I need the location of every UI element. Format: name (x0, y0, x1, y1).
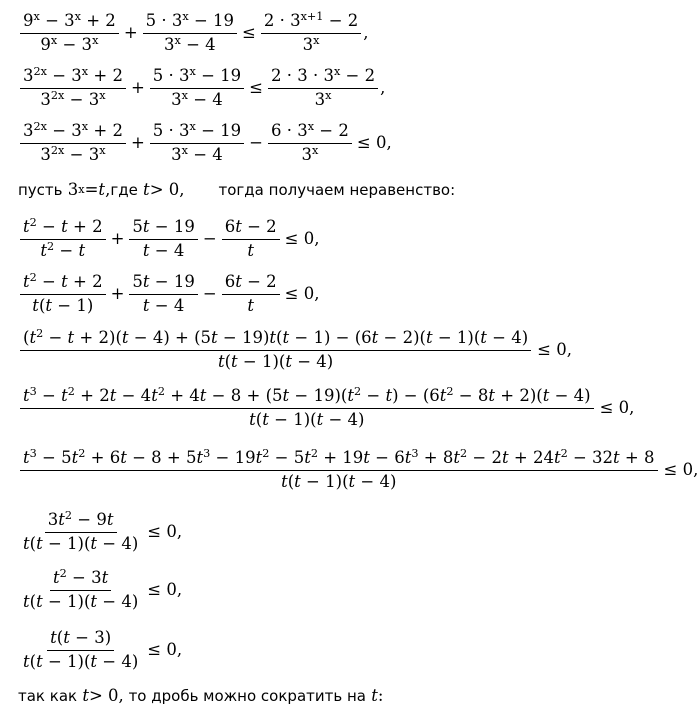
fraction (143, 9, 237, 54)
numerator: $3^{2x} - 3^x + 2$ (20, 123, 126, 144)
fraction (150, 64, 244, 109)
numerator: $5 \cdot 3^x - 19$ (150, 68, 244, 89)
numerator: $t^3 - t^2 + 2t - 4t^2 + 4t - 8 + (5t - 19)(t^2 - t) - (6t^2 - 8t + 2)(t - 4)$ (20, 388, 594, 409)
fraction (20, 119, 126, 164)
numerator: $5 \cdot 3^x - 19$ (150, 123, 244, 144)
inequality-original: $\frac{9^x - 3^x + 2}{9^x - 3^x}$ + $\frac{5 \cdot 3^x - 19}{3^x - 4}$ ≤ $\frac{2 \cdot 3^{x+1} - 2}{3^x}$ , (18, 13, 369, 53)
denominator: t(t − 1)(t − 4) (23, 651, 139, 671)
fraction (268, 119, 352, 164)
numerator: $6 \cdot 3^x - 2$ (268, 123, 352, 144)
inequality-t-5: $t^3 - 5t^2 + 6t - 8 + 5t^3 - 19t^2 - 5t^2 + 19t - 6t^3 + 8t^2 - 2t + 24t^2 - 32t + 8$ t(t − 1)(t − 4) ≤ 0, (18, 450, 698, 490)
denominator: $3^x - 4$ (164, 33, 216, 54)
numerator: $(t^2 - t + 2)(t - 4) + (5t - 19)t(t - 1) - (6t - 2)(t - 1)(t - 4)$ (20, 330, 531, 351)
denominator: t (247, 295, 254, 315)
numerator: $2 \cdot 3 \cdot 3^x - 2$ (268, 68, 378, 89)
denominator: $3^{2x} - 3^x$ (40, 143, 106, 164)
inequality-t-1: $\frac{t^2 - t + 2}{t^2 - t}$ + $\frac{5t - 19}{t - 4}$ − $\frac{6t - 2}{t}$ ≤ 0, (18, 219, 322, 259)
denominator: t (247, 240, 254, 260)
fraction (268, 64, 378, 109)
numerator: $3^{2x} - 3^x + 2$ (20, 68, 126, 89)
numerator: $5 \cdot 3^x - 19$ (143, 13, 237, 34)
fraction (20, 270, 106, 315)
inequality-t-8: $\frac{t(t - 3)}{t(t - 1)(t - 4)}$ ≤ 0, (18, 630, 182, 670)
substitution-text: пусть 3 x = t , где t > 0, тогда получаем неравенство: (18, 180, 456, 199)
denominator: $3^{2x} - 3^x$ (40, 88, 106, 109)
denominator: t(t − 1)(t − 4) (23, 591, 139, 611)
conclusion-text: так как t > 0, то дробь можно сократить на t : (18, 686, 384, 705)
denominator: t(t − 1) (32, 295, 94, 315)
fraction (20, 215, 106, 260)
fraction (20, 446, 658, 491)
denominator: t − 4 (142, 295, 185, 315)
inequality-step-3: $\frac{3^{2x} - 3^x + 2}{3^{2x} - 3^x}$ + $\frac{5 \cdot 3^x - 19}{3^x - 4}$ − $\frac{6 \cdot 3^x - 2}{3^x}$ ≤ 0, (18, 123, 395, 163)
numerator: 6t − 2 (222, 219, 280, 240)
inequality-t-3: $(t^2 - t + 2)(t - 4) + (5t - 19)t(t - 1) - (6t - 2)(t - 1)(t - 4)$ t(t − 1)(t − 4) ≤ 0, (18, 330, 572, 370)
denominator: 3$^x$ (302, 33, 320, 54)
inequality-step-2: $\frac{3^{2x} - 3^x + 2}{3^{2x} - 3^x}$ + $\frac{5 \cdot 3^x - 19}{3^x - 4}$ ≤ $\frac{2 \cdot 3 \cdot 3^x - 2}{3^x}$ , (18, 68, 385, 108)
inequality-t-6: $\frac{3t^2 - 9t}{t(t - 1)(t - 4)}$ ≤ 0, (18, 512, 182, 552)
denominator: $t^2 - t$ (40, 239, 86, 260)
fraction (129, 219, 197, 259)
fraction (150, 119, 244, 164)
numerator: $2 \cdot 3^{x+1} - 2$ (261, 13, 361, 34)
denominator: 3$^x$ (301, 143, 319, 164)
denominator: t(t − 1)(t − 4) (23, 533, 139, 553)
denominator: $3^x - 4$ (171, 143, 223, 164)
denominator: $3^x - 4$ (171, 88, 223, 109)
denominator: 3$^x$ (314, 88, 332, 109)
numerator: 6t − 2 (222, 274, 280, 295)
fraction (222, 274, 280, 314)
numerator: 5t − 19 (129, 219, 197, 240)
numerator: $t^2 - 3t$ (50, 570, 111, 591)
fraction (20, 9, 119, 54)
numerator: $t^3 - 5t^2 + 6t - 8 + 5t^3 - 19t^2 - 5t^2 + 19t - 6t^3 + 8t^2 - 2t + 24t^2 - 32t + 8$ (20, 450, 658, 471)
denominator: $9^x - 3^x$ (40, 33, 99, 54)
denominator: t − 4 (142, 240, 185, 260)
numerator: $t^2 - t + 2$ (20, 219, 106, 240)
inequality-t-2: $\frac{t^2 - t + 2}{t(t - 1)}$ + $\frac{5t - 19}{t - 4}$ − $\frac{6t - 2}{t}$ ≤ 0, (18, 274, 322, 314)
fraction (129, 274, 197, 314)
inequality-t-7: $\frac{t^2 - 3t}{t(t - 1)(t - 4)}$ ≤ 0, (18, 570, 182, 610)
inequality-t-4: $t^3 - t^2 + 2t - 4t^2 + 4t - 8 + (5t - 19)(t^2 - t) - (6t^2 - 8t + 2)(t - 4)$ t(t − 1)(t − 4) ≤ 0, (18, 388, 634, 428)
fraction (20, 566, 141, 611)
numerator: 5t − 19 (129, 274, 197, 295)
fraction (261, 9, 361, 54)
fraction (20, 630, 141, 670)
numerator: $9^x - 3^x + 2$ (20, 13, 119, 34)
denominator: t(t − 1)(t − 4) (217, 351, 334, 371)
numerator: $t^2 - t + 2$ (20, 274, 106, 295)
numerator: t(t − 3) (47, 630, 114, 651)
fraction (20, 508, 141, 553)
fraction (20, 384, 594, 429)
denominator: t(t − 1)(t − 4) (249, 409, 365, 429)
fraction (20, 64, 126, 109)
fraction (222, 219, 280, 259)
fraction (20, 326, 531, 371)
denominator: t(t − 1)(t − 4) (281, 471, 397, 491)
numerator: $3t^2 - 9t$ (45, 512, 117, 533)
